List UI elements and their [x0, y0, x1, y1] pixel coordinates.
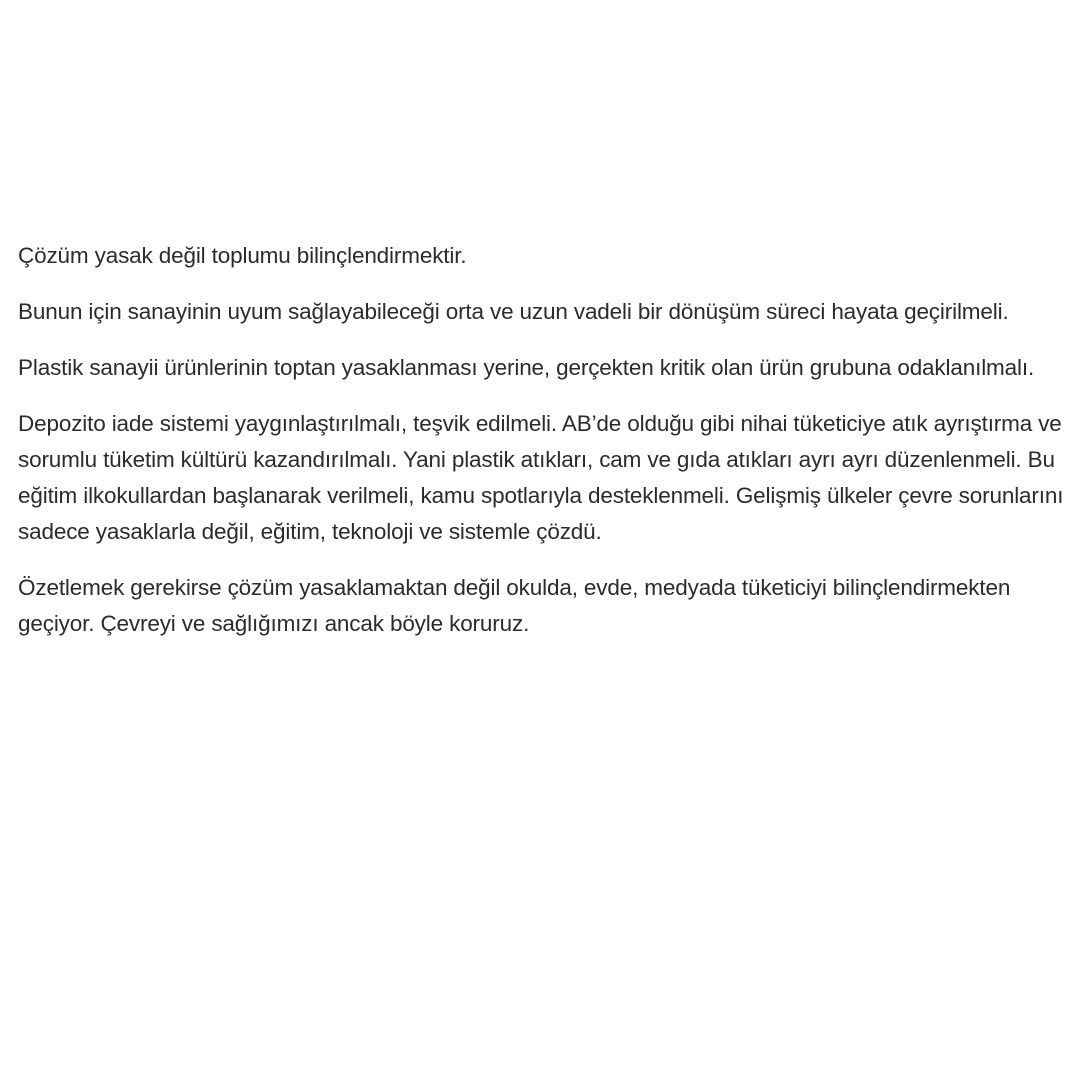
- paragraph-summary: Özetlemek gerekirse çözüm yasaklamaktan değil okulda, evde, medyada tüketiciyi bilinçlendirmekten geçiyor. Çevreyi ve sağlığımızı ancak böyle koruruz.: [18, 575, 1011, 636]
- article-body: [18, 238, 1068, 662]
- paragraph-industry-transition: Bunun için sanayinin uyum sağlayabileceği orta ve uzun vadeli bir dönüşüm süreci hayata geçirilmeli.: [18, 299, 1009, 324]
- paragraph-critical-products: Plastik sanayii ürünlerinin toptan yasaklanması yerine, gerçekten kritik olan ürün grubuna odaklanılmalı.: [18, 355, 1035, 380]
- paragraph-solution-statement: Çözüm yasak değil toplumu bilinçlendirmektir.: [18, 243, 467, 268]
- paragraph-deposit-system: Depozito iade sistemi yaygınlaştırılmalı, teşvik edilmeli. AB’de olduğu gibi nihai tüketiciye atık ayrıştırma ve sorumlu tüketim kültürü kazandırılmalı. Yani plastik atıkları, cam ve gıda atıkları ayrı ayrı düzenlenmeli. Bu eğitim ilkokullardan başlanarak verilmeli, kamu spotlarıyla desteklenmeli. Gelişmiş ülkeler çevre sorunlarını sadece yasaklarla değil, eğitim, teknoloji ve sistemle çözdü.: [18, 411, 1064, 544]
